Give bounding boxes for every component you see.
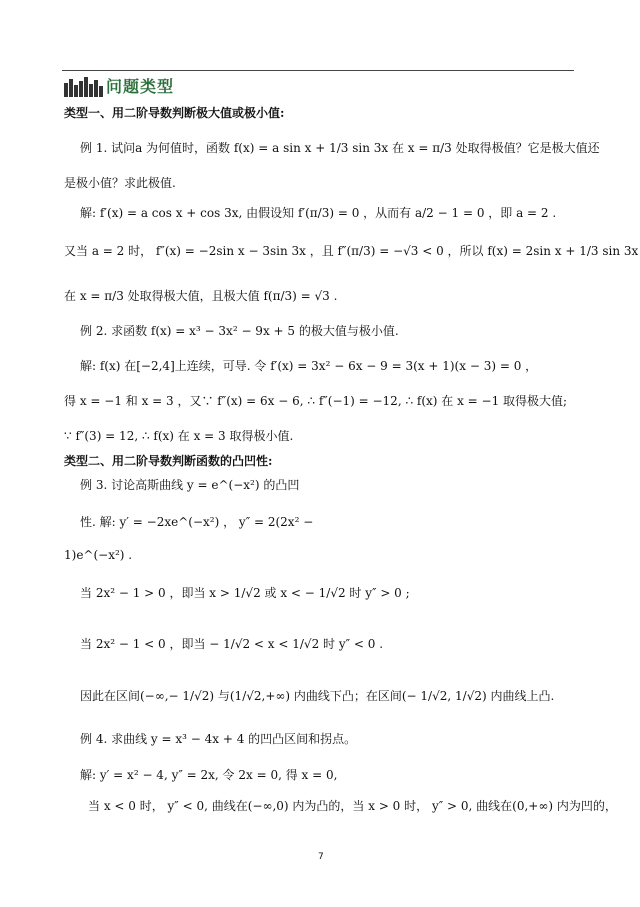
- books-icon: [64, 77, 103, 97]
- solution-1-line-1: 解: f′(x) = a cos x + cos 3x, 由假设知 f′(π/3) = 0 ，从而有 a/2 − 1 = 0 ，即 a = 2 .: [80, 206, 557, 220]
- solution-3-line-3: 当 2x² − 1 > 0 ，即当 x > 1/√2 或 x < − 1/√2 时 y″ > 0 ;: [80, 586, 410, 600]
- solution-4-line-2: 当 x < 0 时， y″ < 0, 曲线在(−∞,0) 内为凸的，当 x > 0 时， y″ > 0, 曲线在(0,+∞) 内为凹的，: [88, 799, 617, 813]
- solution-3-conclusion: 因此在区间(−∞,− 1/√2) 与(1/√2,+∞) 内曲线下凸；在区间(− 1/√2, 1/√2) 内曲线上凸.: [80, 689, 555, 703]
- example-2-question: 例 2. 求函数 f(x) = x³ − 3x² − 9x + 5 的极大值与极小值.: [80, 324, 399, 338]
- solution-3-line-1: 性. 解: y′ = −2xe^(−x²) ， y″ = 2(2x² −: [80, 515, 314, 529]
- page-number: 7: [318, 852, 324, 862]
- solution-1-line-2: 又当 a = 2 时， f″(x) = −2sin x − 3sin 3x ，且 f″(π/3) = −√3 < 0 ，所以 f(x) = 2sin x + 1/3 sin 3x: [64, 244, 639, 258]
- section-header: [64, 73, 174, 97]
- solution-2-line-2: 得 x = −1 和 x = 3 ，又∵ f″(x) = 6x − 6, ∴ f″(−1) = −12, ∴ f(x) 在 x = −1 取得极大值;: [64, 394, 568, 408]
- example-4-question: 例 4. 求曲线 y = x³ − 4x + 4 的凹凸区间和拐点。: [80, 732, 357, 746]
- example-1-question: 例 1. 试问a 为何值时，函数 f(x) = a sin x + 1/3 sin 3x 在 x = π/3 处取得极值？它是极大值还: [80, 141, 600, 155]
- solution-1-line-3: 在 x = π/3 处取得极大值，且极大值 f(π/3) = √3 .: [64, 289, 338, 303]
- solution-2-line-1: 解: f(x) 在[−2,4]上连续，可导. 令 f′(x) = 3x² − 6x − 9 = 3(x + 1)(x − 3) = 0 ，: [80, 359, 538, 373]
- section-title: 问题类型: [106, 77, 175, 96]
- type-two-heading: 类型二、用二阶导数判断函数的凸凹性:: [64, 454, 273, 468]
- solution-3-line-2: 1)e^(−x²) .: [64, 548, 133, 562]
- example-1-question-cont: 是极小值？求此极值.: [64, 176, 176, 190]
- solution-2-line-3: ∵ f″(3) = 12, ∴ f(x) 在 x = 3 取得极小值.: [64, 429, 294, 443]
- type-one-heading: 类型一、用二阶导数判断极大值或极小值:: [64, 106, 285, 120]
- solution-4-line-1: 解: y′ = x² − 4, y″ = 2x, 令 2x = 0, 得 x = 0,: [80, 768, 338, 782]
- solution-3-line-4: 当 2x² − 1 < 0 ，即当 − 1/√2 < x < 1/√2 时 y″ < 0 .: [80, 637, 384, 651]
- example-3-question: 例 3. 讨论高斯曲线 y = e^(−x²) 的凸凹: [80, 478, 300, 492]
- header-rule: [62, 70, 574, 71]
